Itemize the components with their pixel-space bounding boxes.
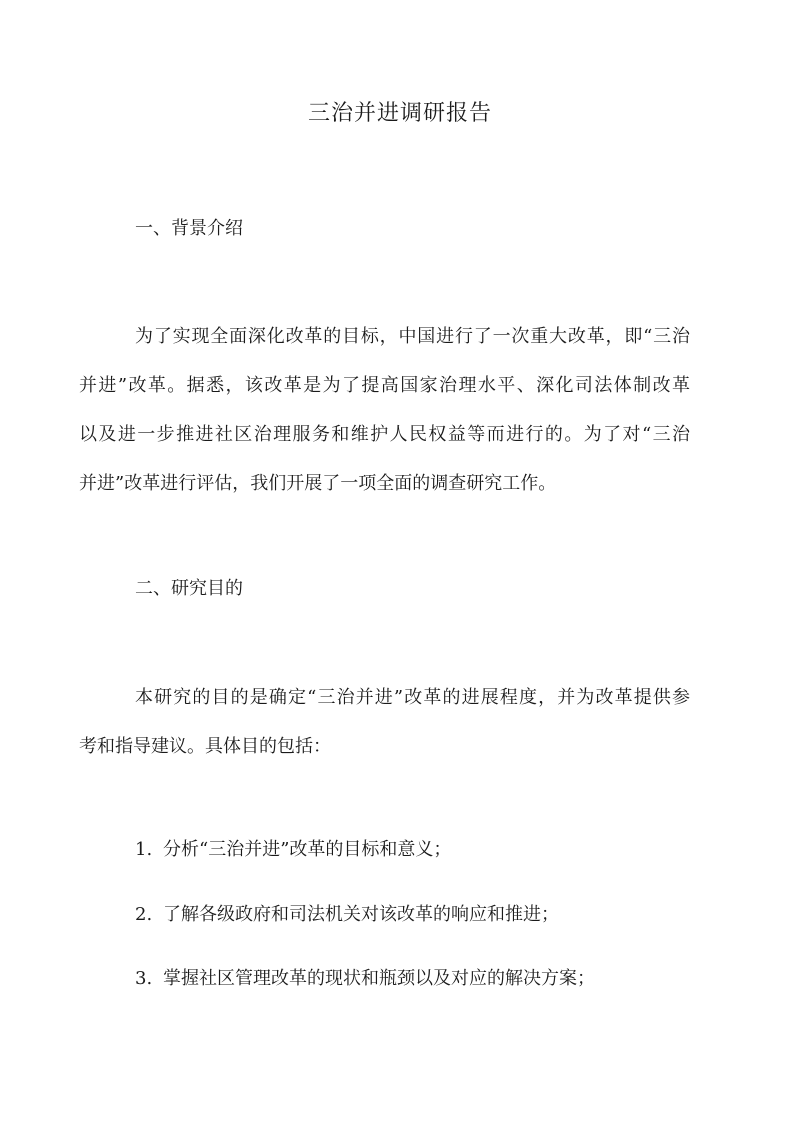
list-item-number: 3. <box>135 968 153 989</box>
section-heading-background: 一、背景介绍 <box>135 218 243 239</box>
list-item <box>135 835 451 865</box>
section-heading-purpose: 二、研究目的 <box>135 578 243 599</box>
paragraph-line: 考和指导建议。具体目的包括： <box>79 736 331 757</box>
background-paragraph <box>79 312 690 508</box>
paragraph-line: 本研究的目的是确定“三治并进”改革的进展程度，并为改革提供参 <box>135 687 690 708</box>
purpose-paragraph <box>79 673 690 771</box>
paragraph-line: 并进”改革。据悉，该改革是为了提高国家治理水平、深化司法体制改革 <box>79 375 690 396</box>
list-item-text: 掌握社区管理改革的现状和瓶颈以及对应的解决方案； <box>163 968 595 989</box>
list-item-number: 1. <box>135 839 153 860</box>
list-item-text: 了解各级政府和司法机关对该改革的响应和推进； <box>163 904 559 925</box>
list-item <box>135 964 595 994</box>
list-item-number: 2. <box>135 904 153 925</box>
list-item-text: 分析“三治并进”改革的目标和意义； <box>163 839 452 860</box>
paragraph-line: 为了实现全面深化改革的目标，中国进行了一次重大改革，即“三治 <box>135 326 690 347</box>
paragraph-line: 并进”改革进行评估，我们开展了一项全面的调查研究工作。 <box>79 473 557 494</box>
document-title: 三治并进调研报告 <box>307 101 492 126</box>
paragraph-line: 以及进一步推进社区治理服务和维护人民权益等而进行的。为了对“三治 <box>79 424 690 445</box>
list-item <box>135 900 559 930</box>
